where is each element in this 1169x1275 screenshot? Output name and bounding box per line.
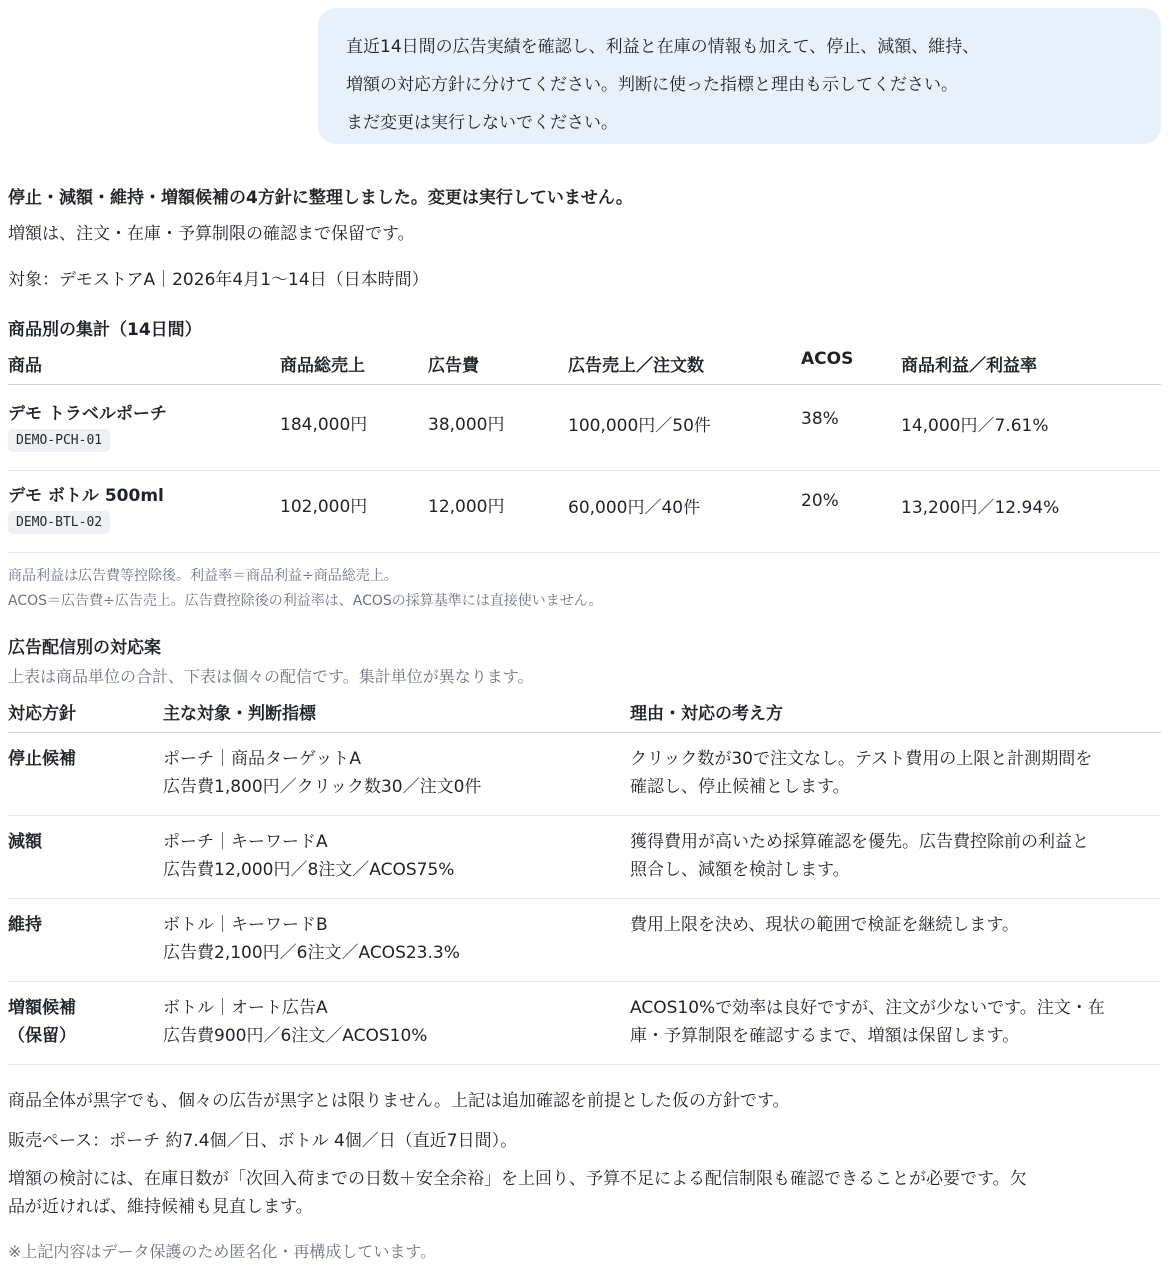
response-headline: 停止・減額・維持・増額候補の4方針に整理しました。変更は実行していません。 <box>8 188 633 208</box>
ad-reason-line: クリック数が30で注文なし。テスト費用の上限と計測期間を <box>630 749 1093 769</box>
disclaimer: ※上記内容はデータ保護のため匿名化・再構成しています。 <box>8 1242 437 1261</box>
ad-policy: （保留） <box>8 1026 76 1046</box>
table-divider <box>8 470 1161 471</box>
product-header-ad-cost: 広告費 <box>428 356 479 376</box>
footer-paragraph-line: 増額の検討には、在庫日数が「次回入荷までの日数＋安全余裕」を上回り、予算不足による配信制限も確認できることが必要です。欠 <box>8 1169 1027 1189</box>
ad-section-note: 上表は商品単位の合計、下表は個々の配信です。集計単位が異なります。 <box>8 667 534 686</box>
ad-target-line: 広告費1,800円／クリック数30／注文0件 <box>163 777 482 797</box>
ad-reason-line: 確認し、停止候補とします。 <box>630 777 850 797</box>
product-sales: 184,000円 <box>280 415 368 435</box>
footer-paragraph-line: 品が近ければ、維持候補も見直します。 <box>8 1197 313 1217</box>
product-header-profit: 商品利益／利益率 <box>901 356 1037 376</box>
ad-reason-line: 獲得費用が高いため採算確認を優先。広告費控除前の利益と <box>630 832 1089 852</box>
product-section-title: 商品別の集計（14日間） <box>8 320 202 340</box>
ad-reason-line: 費用上限を決め、現状の範囲で検証を継続します。 <box>630 915 1019 935</box>
ad-target-line: ボトル｜オート広告A <box>163 998 328 1018</box>
user-message-bubble <box>318 8 1161 144</box>
product-header-acos: ACOS <box>801 349 854 369</box>
ad-policy: 停止候補 <box>8 749 76 769</box>
sku-code: DEMO-BTL-02 <box>8 511 110 534</box>
user-message-line: 直近14日間の広告実績を確認し、利益と在庫の情報も加えて、停止、減額、維持、 <box>346 37 980 57</box>
product-profit: 13,200円／12.94% <box>901 498 1060 518</box>
table-divider <box>8 981 1161 982</box>
ad-policy: 維持 <box>8 915 42 935</box>
table-divider <box>8 552 1161 553</box>
ad-header-policy: 対応方針 <box>8 704 76 724</box>
product-header-ad-sales-orders: 広告売上／注文数 <box>568 356 704 376</box>
product-name: デモ ボトル 500ml <box>8 486 164 506</box>
footer-paragraph: 商品全体が黒字でも、個々の広告が黒字とは限りません。上記は追加確認を前提とした仮の方針です。 <box>8 1091 790 1111</box>
product-note: 商品利益は広告費等控除後。利益率＝商品利益÷商品総売上。 <box>8 568 398 584</box>
ad-target-line: 広告費2,100円／6注文／ACOS23.3% <box>163 943 460 963</box>
ad-target-line: 広告費900円／6注文／ACOS10% <box>163 1026 428 1046</box>
ad-reason-line: 照合し、減額を検討します。 <box>630 860 850 880</box>
ad-target-line: ボトル｜キーワードB <box>163 915 328 935</box>
product-header-name: 商品 <box>8 356 42 376</box>
ad-policy: 減額 <box>8 832 42 852</box>
product-name: デモ トラベルポーチ <box>8 404 167 424</box>
sales-pace: 販売ペース：ポーチ 約7.4個／日、ボトル 4個／日（直近7日間）。 <box>8 1131 518 1151</box>
table-divider <box>8 815 1161 816</box>
table-divider <box>8 384 1161 385</box>
product-ad-cost: 12,000円 <box>428 497 505 517</box>
sku-code: DEMO-PCH-01 <box>8 429 110 452</box>
ad-target-line: 広告費12,000円／8注文／ACOS75% <box>163 860 455 880</box>
ad-header-reason: 理由・対応の考え方 <box>630 704 783 724</box>
target-line: 対象：デモストアA｜2026年4月1〜14日（日本時間） <box>8 270 429 290</box>
table-divider <box>8 898 1161 899</box>
product-header-sales: 商品総売上 <box>280 356 365 376</box>
user-message-line: まだ変更は実行しないでください。 <box>346 113 618 133</box>
table-divider <box>8 1064 1161 1065</box>
ad-target-line: ポーチ｜商品ターゲットA <box>163 749 361 769</box>
ad-policy: 増額候補 <box>8 998 76 1018</box>
product-note: ACOS＝広告費÷広告売上。広告費控除後の利益率は、ACOSの採算基準には直接使いません。 <box>8 593 603 609</box>
ad-reason-line: ACOS10%で効率は良好ですが、注文が少ないです。注文・在 <box>630 998 1105 1018</box>
product-ad-sales-orders: 60,000円／40件 <box>568 498 701 518</box>
table-divider <box>8 732 1161 733</box>
response-subline: 増額は、注文・在庫・予算制限の確認まで保留です。 <box>8 224 415 244</box>
ad-header-target: 主な対象・判断指標 <box>163 704 316 724</box>
user-message-line: 増額の対応方針に分けてください。判断に使った指標と理由も示してください。 <box>346 75 958 95</box>
product-ad-cost: 38,000円 <box>428 415 505 435</box>
ad-section-title: 広告配信別の対応案 <box>8 638 161 658</box>
product-acos: 38% <box>801 409 839 429</box>
ad-reason-line: 庫・予算制限を確認するまで、増額は保留します。 <box>630 1026 1020 1046</box>
product-ad-sales-orders: 100,000円／50件 <box>568 416 711 436</box>
product-sales: 102,000円 <box>280 497 368 517</box>
product-acos: 20% <box>801 491 839 511</box>
product-profit: 14,000円／7.61% <box>901 416 1049 436</box>
ad-target-line: ポーチ｜キーワードA <box>163 832 328 852</box>
